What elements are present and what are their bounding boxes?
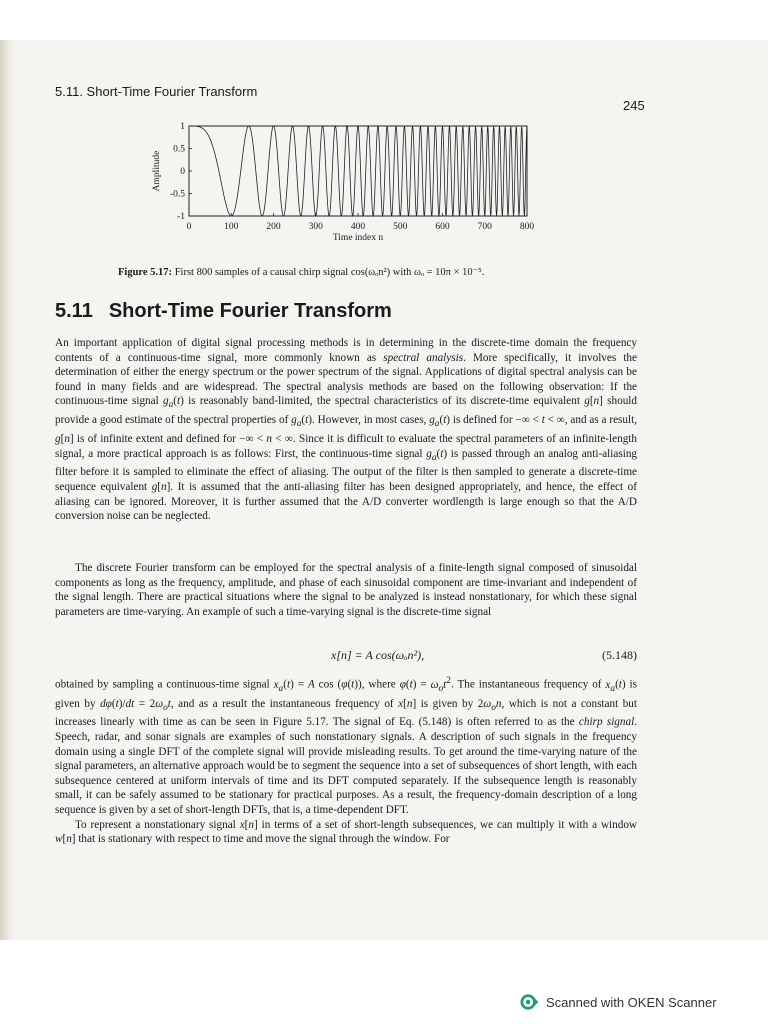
y-tick-label: -0.5 xyxy=(169,189,185,200)
series-line-chirp xyxy=(189,126,527,216)
x-axis-label: Time index n xyxy=(332,233,384,243)
y-tick-label: 0 xyxy=(180,167,185,177)
x-tick-label: 0 xyxy=(186,222,192,232)
equation-number: (5.148) xyxy=(602,648,637,662)
equation-expression: x[n] = A cos(ωₒn²), xyxy=(331,648,425,662)
oken-scanner-logo-icon xyxy=(520,993,538,1011)
paragraph-1: An important application of digital signal processing methods is in determining in the discrete-time domain the frequency contents of a continuous-time signal, more commonly known as spectral analysis. More specifically, it involves the determination of either the energy spectrum or the power spectrum of the signal. Applications of digital spectral analysis can be found in many fields and are widespread. The spectral analysis methods are based on the following observation: If the continuous-time signal $g_a(t)$ is reasonably band-limited, the spectral characteristics of its discrete-time equivalent g[n] should provide a good estimate of the spectral properties of $g_a(t)$. However, in most cases, $g_a(t)$ is defined for −∞ < t < ∞, and as a result, g[n] is of infinite extent and defined for −∞ < n < ∞. Since it is difficult to evaluate the spectral parameters of an infinite-length signal, a more practical approach is as follows: First, the continuous-time signal $g_a(t)$ is passed through an analog anti-aliasing filter before it is sampled to eliminate the effect of aliasing. The output of the filter is then sampled to generate a discrete-time sequence equivalent g[n]. It is assumed that the anti-aliasing filter has been designed appropriately, and hence, the effect of aliasing can be ignored. Moreover, it is further assumed that the A/D converter wordlength is large enough so that the A/D conversion noise can be neglected. xyxy=(55,337,638,523)
page-number: 245 xyxy=(623,98,645,113)
scanner-label: Scanned with OKEN Scanner xyxy=(546,994,717,1010)
section-heading xyxy=(55,300,392,323)
figure-caption xyxy=(118,266,638,280)
paragraph-3: obtained by sampling a continuous-time signal $x_a(t) = A$ cos (φ(t)), where $\varphi(t) = \omega_ot^2$. The instantaneous frequency of $x_a(t)$ is given by $d\varphi(t)/dt = 2\omega_ot$, and as a result the instantaneous frequency of x[n] is given by $2\omega_on$, which is not a constant but increases linearly with time as can be seen in Figure 5.17. The signal of Eq. (5.148) is often referred to as the chirp signal. Speech, radar, and sonar signals are examples of such nonstationary signals. A description of such signals in the frequency domain using a single DFT of the complete signal will provide misleading results. To get around the time-varying nature of the signal parameters, an alternative approach would be to segment the sequence into a set of subsequences of short length, with each subsequence centered at uniform intervals of time and its DFT computed separately. If the subsequence length is reasonably small, it can be safely assumed to be stationary for practical purposes. As a result, the frequency-domain description of a long sequence is given by a set of short-length DFTs, that is, a time-dependent DFT. To represent a nonstationary signal x[n] in terms of a set of short-length subsequences, we can multiply it with a window w[n] that is stationary with respect to time and move the signal through the window. For xyxy=(55,676,638,846)
y-tick-label: 1 xyxy=(180,122,185,132)
y-tick-label: -1 xyxy=(177,212,185,222)
scanner-watermark xyxy=(520,992,717,1012)
x-tick-label: 500 xyxy=(393,222,408,232)
x-tick-label: 600 xyxy=(435,222,450,232)
equation-5-148 xyxy=(55,648,637,666)
x-tick-label: 200 xyxy=(266,222,281,232)
x-tick-label: 100 xyxy=(224,222,239,232)
y-tick-label: 0.5 xyxy=(173,144,185,155)
paragraph-2: The discrete Fourier transform can be employed for the spectral analysis of a finite-length signal composed of sinusoidal components as long as the frequency, amplitude, and phase of each sinusoidal component are time-invariant and independent of the signal length. There are practical situations where the signal to be analyzed is instead nonstationary, for which these signal parameters are time-varying. An example of such a time-varying signal is the discrete-time signal xyxy=(55,562,637,618)
x-tick-label: 300 xyxy=(308,222,323,232)
x-tick-label: 800 xyxy=(519,222,535,232)
x-tick-label: 700 xyxy=(477,222,492,232)
section-title: Short-Time Fourier Transform xyxy=(108,300,392,322)
running-head: 5.11. Short-Time Fourier Transform xyxy=(55,84,258,99)
chirp-signal-chart xyxy=(145,118,545,258)
y-axis-label: Amplitude xyxy=(152,150,162,192)
caption-label: Figure 5.17: xyxy=(118,267,173,278)
book-spine-shadow xyxy=(0,40,14,940)
x-tick-label: 400 xyxy=(350,222,366,232)
section-number: 5.11 xyxy=(55,300,93,322)
caption-text: First 800 samples of a causal chirp signal cos(ωₒn²) with ωₒ = 10π × 10⁻⁵. xyxy=(174,267,485,278)
